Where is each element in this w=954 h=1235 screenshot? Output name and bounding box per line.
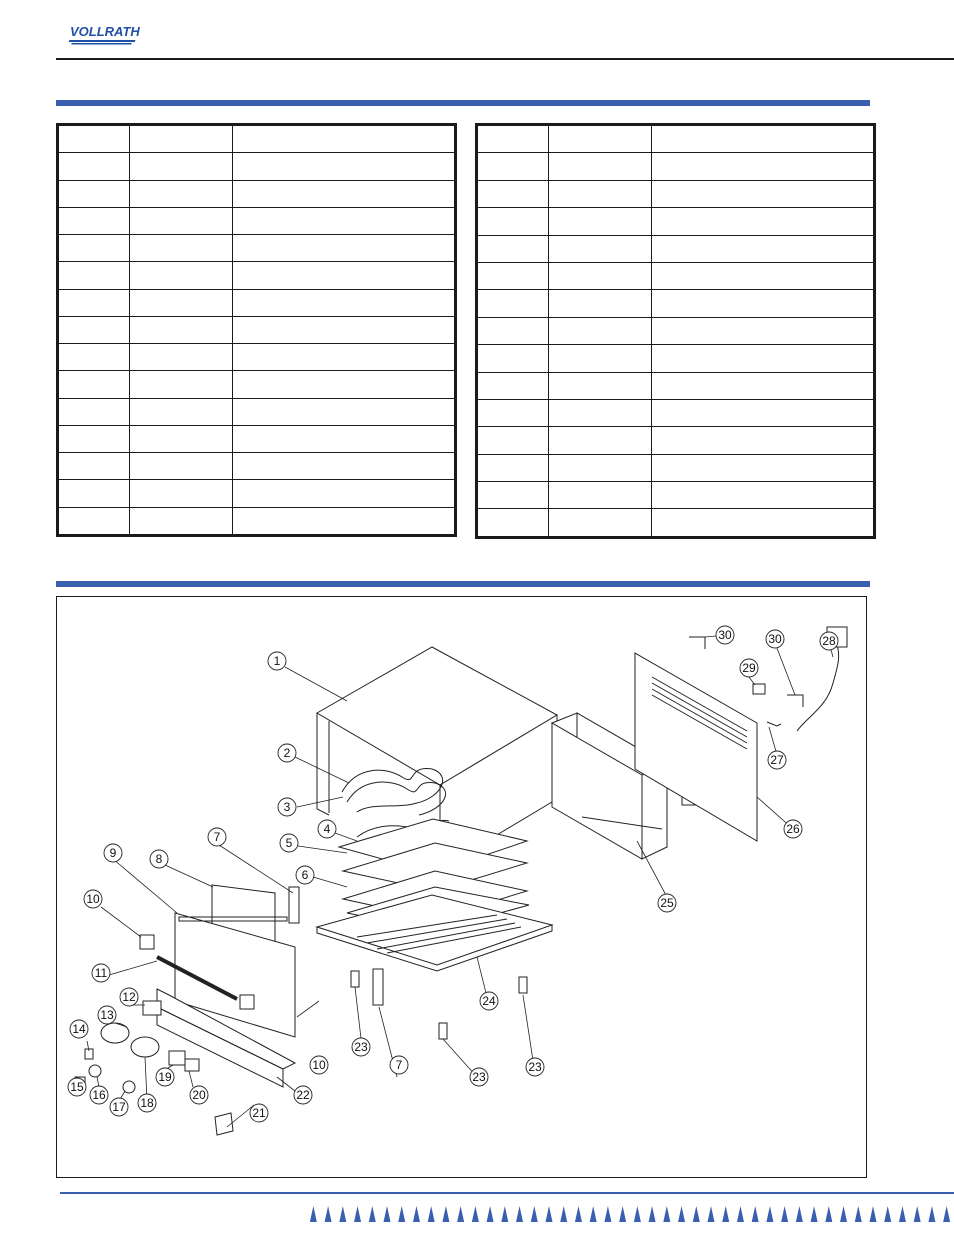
table-cell [549, 153, 652, 180]
table-cell [130, 344, 233, 371]
table-cell [549, 317, 652, 344]
triangle-marker-icon [914, 1206, 921, 1222]
table-cell [478, 235, 549, 262]
hinge-part-lower [373, 969, 383, 1005]
callout-label: 2 [283, 746, 291, 760]
table-cell [59, 507, 130, 534]
parts-table-right [475, 123, 876, 539]
triangle-marker-icon [737, 1206, 744, 1222]
callout-23 [352, 1038, 370, 1056]
triangle-marker-icon [472, 1206, 479, 1222]
triangle-marker-icon [649, 1206, 656, 1222]
table-cell [652, 290, 874, 317]
callout-11 [92, 964, 110, 982]
table-row [59, 398, 455, 425]
table-cell [130, 207, 233, 234]
knob-part-left [89, 1065, 101, 1077]
callout-18 [138, 1094, 156, 1112]
table-cell [549, 180, 652, 207]
table-row [478, 482, 874, 509]
table-cell [130, 425, 233, 452]
callout-3 [278, 798, 296, 816]
table-row [478, 454, 874, 481]
table-cell [233, 344, 455, 371]
table-cell [652, 345, 874, 372]
callout-25 [658, 894, 676, 912]
table-cell [652, 482, 874, 509]
callout-label: 25 [660, 896, 674, 910]
table-cell [549, 509, 652, 537]
triangle-marker-icon [752, 1206, 759, 1222]
bracket-part-a [689, 637, 705, 649]
table-cell [130, 371, 233, 398]
table-cell [652, 399, 874, 426]
table-row [59, 316, 455, 343]
table-row [478, 208, 874, 235]
table-cell [130, 180, 233, 207]
triangle-marker-icon [619, 1206, 626, 1222]
parts-list-section-bar [56, 100, 870, 106]
bezel-part-right [131, 1037, 159, 1057]
table-cell [478, 399, 549, 426]
footer-triangle-row [306, 1204, 954, 1224]
triangle-marker-icon [884, 1206, 891, 1222]
triangle-marker-icon [899, 1206, 906, 1222]
table-cell [233, 289, 455, 316]
table-cell [233, 126, 455, 153]
callout-label: 15 [70, 1080, 84, 1094]
triangle-marker-icon [325, 1206, 332, 1222]
triangle-marker-icon [693, 1206, 700, 1222]
callout-label: 14 [72, 1022, 86, 1036]
callout-label: 7 [213, 830, 221, 844]
light-switch-part [185, 1059, 199, 1071]
table-cell [233, 235, 455, 262]
triangle-marker-icon [870, 1206, 877, 1222]
table-cell [233, 207, 455, 234]
callout-label: 26 [786, 822, 800, 836]
triangle-marker-icon [516, 1206, 523, 1222]
callout-label: 24 [482, 994, 496, 1008]
table-cell [652, 427, 874, 454]
triangle-marker-icon [546, 1206, 553, 1222]
table-cell [59, 453, 130, 480]
table-cell [130, 126, 233, 153]
callout-label: 8 [155, 852, 163, 866]
triangle-marker-icon [339, 1206, 346, 1222]
callout-label: 30 [768, 632, 782, 646]
table-cell [478, 290, 549, 317]
table-cell [652, 372, 874, 399]
callout-label: 13 [100, 1008, 114, 1022]
table-cell [233, 153, 455, 180]
table-cell [652, 153, 874, 180]
table-cell [478, 454, 549, 481]
callout-21 [250, 1104, 268, 1122]
callout-label: 20 [192, 1088, 206, 1102]
table-cell [652, 235, 874, 262]
table-cell [478, 345, 549, 372]
table-row [478, 399, 874, 426]
callout-label: 10 [312, 1058, 326, 1072]
table-cell [652, 317, 874, 344]
table-row [478, 317, 874, 344]
vollrath-logo [64, 18, 144, 48]
callout-17 [110, 1098, 128, 1116]
table-row [59, 126, 455, 153]
table-cell [59, 126, 130, 153]
parts-table-left [56, 123, 457, 537]
table-cell [130, 235, 233, 262]
table-cell [478, 482, 549, 509]
table-row [478, 509, 874, 537]
triangle-marker-icon [604, 1206, 611, 1222]
triangle-marker-icon [501, 1206, 508, 1222]
table-cell [130, 480, 233, 507]
callout-26 [784, 820, 802, 838]
table-cell [233, 180, 455, 207]
callout-8 [150, 850, 168, 868]
footer-rule [60, 1192, 954, 1194]
table-cell [130, 289, 233, 316]
triangle-marker-icon [413, 1206, 420, 1222]
triangle-marker-icon [428, 1206, 435, 1222]
table-cell [549, 482, 652, 509]
table-cell [233, 507, 455, 534]
table-row [59, 262, 455, 289]
callout-label: 5 [285, 836, 293, 850]
callout-2 [278, 744, 296, 762]
callout-12 [120, 988, 138, 1006]
table-cell [478, 372, 549, 399]
table-cell [652, 126, 874, 153]
callout-label: 30 [718, 628, 732, 642]
callout-15 [68, 1078, 86, 1096]
table-cell [478, 208, 549, 235]
table-row [478, 372, 874, 399]
table-cell [478, 153, 549, 180]
table-cell [549, 235, 652, 262]
table-cell [478, 317, 549, 344]
table-cell [478, 509, 549, 537]
triangle-marker-icon [722, 1206, 729, 1222]
parts-table-left-grid [58, 125, 455, 535]
callout-19 [156, 1068, 174, 1086]
callout-10 [84, 890, 102, 908]
callout-label: 12 [122, 990, 136, 1004]
table-cell [59, 153, 130, 180]
table-cell [549, 454, 652, 481]
callout-label: 18 [140, 1096, 154, 1110]
table-cell [59, 289, 130, 316]
foot-part-b [439, 1023, 447, 1039]
table-row [59, 180, 455, 207]
switch-part [143, 1001, 161, 1015]
table-row [478, 126, 874, 153]
table-row [478, 235, 874, 262]
table-cell [652, 509, 874, 537]
callout-label: 1 [273, 654, 281, 668]
table-cell [549, 399, 652, 426]
table-row [478, 153, 874, 180]
table-cell [59, 344, 130, 371]
table-cell [59, 235, 130, 262]
triangle-marker-icon [634, 1206, 641, 1222]
callout-9 [104, 844, 122, 862]
triangle-marker-icon [796, 1206, 803, 1222]
table-cell [233, 371, 455, 398]
thermostat-part [169, 1051, 185, 1065]
triangle-marker-icon [825, 1206, 832, 1222]
callout-4 [318, 820, 336, 838]
table-cell [130, 398, 233, 425]
callout-7 [390, 1056, 408, 1074]
callout-28 [820, 632, 838, 650]
handle-end-left [140, 935, 154, 949]
triangle-marker-icon [560, 1206, 567, 1222]
table-cell [59, 262, 130, 289]
triangle-marker-icon [678, 1206, 685, 1222]
triangle-marker-icon [575, 1206, 582, 1222]
exploded-view-drawing [57, 597, 868, 1179]
table-cell [478, 427, 549, 454]
table-row [59, 507, 455, 534]
foot-part-a [351, 971, 359, 987]
triangle-marker-icon [384, 1206, 391, 1222]
table-row [478, 290, 874, 317]
triangle-marker-icon [781, 1206, 788, 1222]
table-row [478, 262, 874, 289]
triangle-marker-icon [708, 1206, 715, 1222]
foot-part-c [519, 977, 527, 993]
callout-27 [768, 751, 786, 769]
callout-23 [470, 1068, 488, 1086]
table-cell [233, 480, 455, 507]
table-cell [652, 262, 874, 289]
triangle-marker-icon [457, 1206, 464, 1222]
callout-label: 9 [109, 846, 117, 860]
table-row [59, 480, 455, 507]
exploded-parts-diagram [56, 596, 867, 1178]
table-row [59, 153, 455, 180]
callout-30 [766, 630, 784, 648]
table-cell [59, 180, 130, 207]
header-rule [56, 58, 954, 60]
table-cell [478, 126, 549, 153]
triangle-marker-icon [398, 1206, 405, 1222]
triangle-marker-icon [590, 1206, 597, 1222]
table-cell [549, 290, 652, 317]
triangle-marker-icon [663, 1206, 670, 1222]
table-row [478, 345, 874, 372]
callout-label: 11 [94, 966, 108, 980]
table-cell [130, 507, 233, 534]
callout-22 [294, 1086, 312, 1104]
callout-1 [268, 652, 286, 670]
callout-label: 22 [296, 1088, 310, 1102]
table-cell [549, 208, 652, 235]
table-row [478, 427, 874, 454]
table-row [59, 207, 455, 234]
cord-clip-part [767, 722, 781, 726]
callout-label: 28 [822, 634, 836, 648]
callout-5 [280, 834, 298, 852]
table-cell [59, 371, 130, 398]
table-cell [130, 453, 233, 480]
table-cell [652, 208, 874, 235]
table-row [59, 344, 455, 371]
callout-label: 29 [742, 661, 756, 675]
table-cell [478, 262, 549, 289]
hinge-part-upper [289, 887, 299, 923]
table-cell [59, 480, 130, 507]
callout-23 [526, 1058, 544, 1076]
callout-7 [208, 828, 226, 846]
table-cell [549, 345, 652, 372]
callout-label: 3 [283, 800, 291, 814]
triangle-marker-icon [811, 1206, 818, 1222]
table-row [59, 289, 455, 316]
table-cell [130, 316, 233, 343]
triangle-marker-icon [354, 1206, 361, 1222]
table-row [478, 180, 874, 207]
callout-label: 7 [395, 1058, 403, 1072]
parts-table-right-grid [477, 125, 874, 537]
triangle-marker-icon [369, 1206, 376, 1222]
table-cell [130, 153, 233, 180]
callout-label: 16 [92, 1088, 106, 1102]
callout-24 [480, 992, 498, 1010]
triangle-marker-icon [840, 1206, 847, 1222]
table-cell [652, 180, 874, 207]
table-cell [59, 425, 130, 452]
callout-label: 27 [770, 753, 784, 767]
triangle-marker-icon [766, 1206, 773, 1222]
triangle-marker-icon [943, 1206, 950, 1222]
callout-20 [190, 1086, 208, 1104]
terminal-block-part [753, 684, 765, 694]
callout-29 [740, 659, 758, 677]
callout-10 [310, 1056, 328, 1074]
triangle-marker-icon [928, 1206, 935, 1222]
table-cell [478, 180, 549, 207]
callout-label: 6 [301, 868, 309, 882]
triangle-marker-icon [855, 1206, 862, 1222]
callout-label: 21 [252, 1106, 266, 1120]
callout-label: 10 [86, 892, 100, 906]
table-cell [549, 372, 652, 399]
callout-label: 23 [354, 1040, 368, 1054]
callout-label: 23 [528, 1060, 542, 1074]
table-cell [652, 454, 874, 481]
callout-label: 23 [472, 1070, 486, 1084]
table-cell [59, 207, 130, 234]
table-cell [59, 316, 130, 343]
table-cell [233, 262, 455, 289]
table-cell [233, 398, 455, 425]
callout-label: 4 [323, 822, 331, 836]
table-cell [233, 453, 455, 480]
callout-30 [716, 626, 734, 644]
callout-label: 17 [112, 1100, 126, 1114]
triangle-marker-icon [531, 1206, 538, 1222]
table-cell [233, 425, 455, 452]
callout-6 [296, 866, 314, 884]
triangle-marker-icon [310, 1206, 317, 1222]
triangle-marker-icon [487, 1206, 494, 1222]
table-row [59, 371, 455, 398]
table-cell [549, 126, 652, 153]
table-cell [59, 398, 130, 425]
callout-14 [70, 1020, 88, 1038]
handle-end-right [240, 995, 254, 1009]
table-row [59, 453, 455, 480]
table-row [59, 235, 455, 262]
triangle-marker-icon [442, 1206, 449, 1222]
table-cell [549, 262, 652, 289]
callout-13 [98, 1006, 116, 1024]
bracket-part-b [787, 695, 803, 707]
table-cell [130, 262, 233, 289]
callout-16 [90, 1086, 108, 1104]
diagram-section-bar [56, 581, 870, 587]
logo-wordmark: VOLLRATH [70, 24, 140, 39]
callout-label: 19 [158, 1070, 172, 1084]
table-row [59, 425, 455, 452]
table-cell [233, 316, 455, 343]
table-cell [549, 427, 652, 454]
